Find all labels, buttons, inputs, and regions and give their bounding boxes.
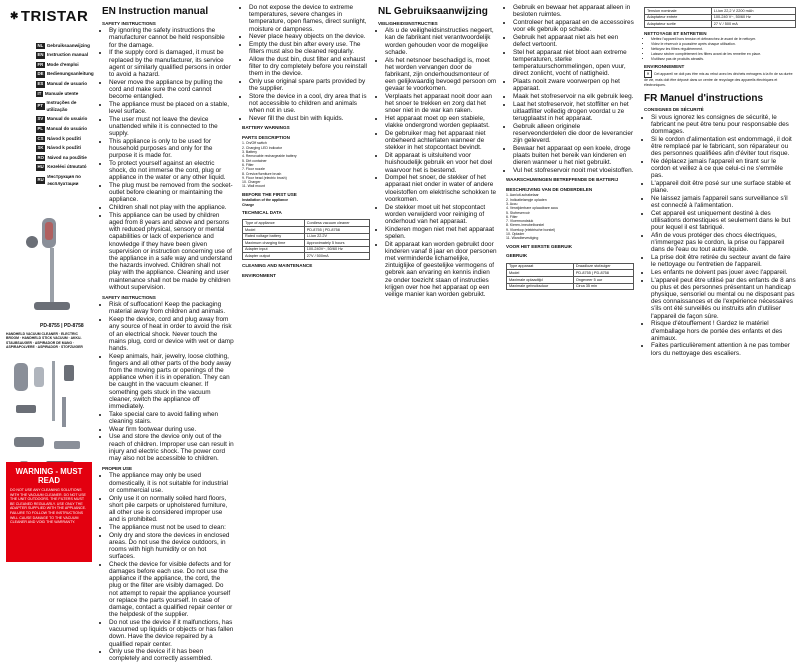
en-safety-list-2	[102, 301, 234, 462]
list-item: • The appliance may only be used domestically, it is not suitable for industrial or commercial use.	[109, 472, 234, 494]
list-item: • Si vous ignorez les consignes de sécurité, le fabricant ne peut être tenu pour responsable des dommages.	[651, 114, 796, 136]
list-item: • This appliance can be used by children aged from 8 years and above and persons with reduced physical, sensory or mental capabilities or lack of experience and knowledge if they have been given supervision or instruction concerning use of the appliance in a safe way and understand the hazards involved. Children shall not play with the appliance. Cleaning and user maintenance shall not be made by children without supervision.	[109, 212, 234, 291]
en-column-2	[238, 0, 374, 575]
table-cell: Maximum charging time	[243, 240, 305, 247]
language-item	[36, 126, 90, 133]
list-item: • Mettez l'appareil hors tension et débranchez-le avant de le nettoyer.	[651, 37, 796, 41]
table-cell: Approximately 5 hours	[304, 240, 369, 247]
language-item	[36, 81, 90, 88]
list-item: • Dit apparaat is uitsluitend voor huishoudelijk gebruik en voor het doel waarvoor het is bestemd.	[385, 152, 498, 174]
list-item: • The appliance must be placed on a stable, level surface.	[109, 101, 234, 115]
table-cell: Type apparaat	[507, 263, 574, 270]
table-cell: 100-240 V~, 50/60 Hz	[711, 14, 795, 21]
list-item: • The appliance must not be used to clean:	[109, 524, 234, 531]
list-item: 10. Oplader	[506, 232, 525, 237]
list-item: • Do not expose the device to extreme temperatures, severe changes in temperature, open flames, direct sunlight, moisture or dampness.	[249, 4, 370, 33]
language-label: Návod k použití	[46, 145, 81, 151]
list-item: 11. Wandbevestiging	[506, 236, 539, 241]
list-item: 8. Kieren-/meubelborstel	[506, 223, 545, 228]
fr-env-heading: ENVIRONNEMENT	[644, 63, 685, 69]
list-item: 9. Vloerkop (elektrische borstel)	[506, 227, 556, 232]
list-item: • Only use it on normally soiled hard floors, short pile carpets or upholstered furniture, all other use is considered improper use and is prohibited.	[109, 495, 234, 524]
language-label: Instruções de utilização	[46, 100, 77, 112]
language-item	[36, 91, 90, 98]
table-row	[243, 233, 370, 240]
warning-body: DO NOT USE ANY CLEANING SOLUTIONS WITH THE VACUUM CLEANER. DO NOT USE THE UNIT OUTDOORS. THE FILTERS MUST BE CLEANED REGULARLY. USE ONLY THE ADAPTER SUPPLIED WITH THE APPLIANCE. FAILURE TO FOLLOW THE INSTRUCTIONS WILL CAUSE DAMAGE TO THE VACUUM CLEANER AND VOID THE WARRANTY.	[10, 488, 87, 525]
table-row	[507, 270, 634, 277]
language-code: SK	[37, 145, 44, 151]
table-cell: Tension nominale	[645, 8, 712, 15]
nl-battery-heading: WAARSCHUWINGEN BETREFFENDE DE BATTERIJ	[506, 177, 619, 183]
language-item	[36, 52, 90, 59]
table-cell: Draadloze stofzuiger	[573, 263, 633, 270]
list-item: 5. Stofreservoir	[506, 210, 530, 215]
list-item: • Si le cordon d'alimentation est endommagé, il doit être remplacé par le fabricant, son réparateur ou des personnes qualifiées afin d'éviter tout risque.	[651, 136, 796, 158]
list-item: 6. Filter	[506, 214, 518, 219]
table-cell: Li-ion 22.2V	[304, 233, 369, 240]
list-item: • Als u de veiligheidsinstructies negeert, kan de fabrikant niet verantwoordelijk worden gehouden voor de mogelijke schade.	[385, 27, 498, 56]
list-item: • Controleer het apparaat en de accessoires voor elk gebruik op schade.	[513, 19, 634, 33]
list-item: • Bewaar het apparaat op een koele, droge plaats buiten het bereik van kinderen en dieren wanneer u het niet gebruikt.	[513, 145, 634, 167]
language-label: Manuale utente	[44, 90, 79, 96]
list-item: • N'utilisez pas de produits abrasifs.	[651, 57, 796, 61]
list-item: 8. Crevice/furniture brush	[242, 171, 282, 176]
table-row	[243, 253, 370, 260]
language-label: Návod k použití	[46, 135, 81, 141]
table-cell: Adaptateur sortie	[645, 21, 712, 28]
list-item: 4. Removable rechargeable battery	[242, 154, 297, 159]
nl-column-2	[502, 0, 638, 575]
vacuum-product-image	[12, 214, 92, 314]
language-code: HU	[37, 164, 44, 170]
list-item: • Gebruik en bewaar het apparaat alleen in besloten ruimtes.	[513, 4, 634, 18]
list-item: • Wear firm footwear during use.	[109, 426, 234, 433]
language-code: NL	[37, 42, 44, 48]
en2-list	[242, 4, 370, 122]
list-item: • To protect yourself against an electric shock, do not immerse the cord, plug or appliance in the water or any other liquid.	[109, 160, 234, 182]
language-label: Návod na použitie	[47, 154, 87, 160]
language-label: Bedienungsanleitung	[46, 71, 94, 77]
nl-usage-heading: GEBRUIK	[506, 253, 528, 259]
fr-env-text	[644, 70, 796, 87]
list-item: • By ignoring the safety instructions the manufacturer cannot be held responsible for the damage.	[109, 27, 234, 49]
language-code: RO	[37, 154, 44, 160]
language-code: SV	[37, 116, 44, 122]
en-charge-heading: Charge	[242, 202, 255, 207]
list-item: • Take special care to avoid falling when cleaning stairs.	[109, 411, 234, 425]
list-item: • This appliance is only to be used for household purposes and only for the purpose it is made for.	[109, 138, 234, 160]
language-code: PT	[37, 103, 43, 109]
language-label: Mode d'emploi	[46, 61, 79, 67]
language-code: CS	[37, 135, 44, 141]
en-appliance-heading: SAFETY INSTRUCTIONS	[102, 295, 156, 301]
table-cell: 27V / 500mA	[304, 253, 369, 260]
en-proper-use-list	[102, 472, 234, 662]
table-cell: Li-ion 22,2 V 2200 mAh	[711, 8, 795, 15]
table-cell: Model	[507, 270, 574, 277]
list-item: • Empty the dust bin after every use. The filters must also be cleaned regularly.	[249, 41, 370, 55]
list-item: • Risque d'étouffement ! Gardez le matériel d'emballage hors de portée des enfants et des animaux.	[651, 320, 796, 342]
language-code: IT	[37, 90, 42, 96]
list-item: • Ne déplacez jamais l'appareil en tirant sur le cordon et veillez à ce que celui-ci ne s'emmêle pas.	[651, 158, 796, 180]
fr-safety-list	[644, 114, 796, 357]
recycle-bin-icon: ✕	[644, 70, 652, 78]
nl-safety-list	[378, 27, 498, 298]
list-item: • La prise doit être retirée du secteur avant de faire le nettoyage ou l'entretien de l'appareil.	[651, 254, 796, 268]
en-safety-heading: SAFETY INSTRUCTIONS	[102, 21, 156, 26]
table-cell: PD-8755 | PD-8758	[304, 227, 369, 234]
nl-safety-heading: VEILIGHEIDSINSTRUCTIES	[378, 21, 438, 26]
nl-first-use-heading: VOOR HET EERSTE GEBRUIK	[506, 243, 573, 249]
table-cell: 27 V / 500 mA	[711, 21, 795, 28]
language-label: Kezelési útmutató	[47, 164, 87, 170]
list-item: • De stekker moet uit het stopcontact worden verwijderd voor reiniging of onderhoud van het apparaat.	[385, 204, 498, 226]
list-item: • Check the device for visible defects and for damages before each use. Do not use the appliance if the appliance, the cord, the plug or the filter are visibly damaged. Do not attempt to repair the appliance yourself or replace the parts yourself. In case of damage, contact a qualified repair center or the helpdesk of the supplier.	[109, 561, 234, 619]
table-cell: Rated voltage battery	[243, 233, 305, 240]
en-parts-heading: PARTS DESCRIPTION	[242, 134, 290, 140]
list-item: 1. On/Off switch	[242, 141, 267, 146]
fr-env-body: Cet appareil ne doit pas être mis au rebut avec les déchets ménagers à la fin de sa durée de vie, mais doit être déposé dans un centre de recyclage des appareils électriques et électroniques.	[644, 72, 793, 87]
language-code: FR	[37, 61, 44, 67]
list-item: • Faites particulièrement attention à ne pas tomber lors du nettoyage des escaliers.	[651, 342, 796, 356]
list-item: 1. Aan/uit-schakelaar	[506, 193, 539, 198]
nl-parts-heading: BESCHRIJVING VAN DE ONDERDELEN	[506, 186, 593, 192]
language-item	[36, 43, 90, 50]
language-code: EN	[37, 52, 44, 58]
list-item: • Nettoyez les filtres régulièrement.	[651, 47, 796, 51]
language-item	[36, 155, 90, 162]
en-tech-heading: TECHNICAL DATA	[242, 209, 282, 215]
table-row	[243, 240, 370, 247]
list-item: • Only dry and store the devices in enclosed areas. Do not use the device outdoors, in rooms with high humidity or on hot surfaces.	[109, 532, 234, 561]
table-cell: Maximale oplaadtijd	[507, 277, 574, 284]
list-item: • Cet appareil est uniquement destiné à des utilisations domestiques et seulement dans le but pour lequel il est fabriqué.	[651, 210, 796, 232]
brand-logo	[10, 8, 90, 25]
nl-column-1	[374, 0, 502, 575]
table-row	[243, 227, 370, 234]
list-item: • Het apparaat moet op een stabiele, vlakke ondergrond worden geplaatst.	[385, 115, 498, 129]
list-item: 11. Wall mount	[242, 184, 265, 189]
en-battery-heading: BATTERY WARNINGS	[242, 125, 290, 131]
list-item: • Gebruik alleen originele reserveonderdelen die door de leverancier zijn geleverd.	[513, 123, 634, 145]
fr-tech-table	[644, 7, 796, 28]
list-item: • Verplaats het apparaat nooit door aan het snoer te trekken en zorg dat het snoer niet in de war kan raken.	[385, 93, 498, 115]
list-item: • Keep animals, hair, jewelry, loose clothing, fingers and all other parts of the body away from the moving parts or openings of the appliance when it is in operation. They can be caught in the vacuum cleaner. If something gets stuck in the vacuum cleaner, switch the appliance off immediately.	[109, 353, 234, 411]
en-proper-use-heading: PROPER USE	[102, 466, 133, 472]
list-item: 10. Charger	[242, 180, 261, 185]
list-item: • Vul het stofreservoir nooit met vloeistoffen.	[513, 167, 634, 174]
list-item: 7. Floor nozzle	[242, 167, 265, 172]
fr-clean-list	[644, 37, 796, 60]
list-item: • Use and store the device only out of the reach of children. Improper use can result in injury and electric shock. The power cord may also not be accessible to children.	[109, 433, 234, 462]
list-item: • The plug must be removed from the socket-outlet before cleaning or maintaining the appliance.	[109, 182, 234, 204]
language-item	[36, 116, 90, 123]
table-row	[507, 283, 634, 290]
nl-title: NL Gebruiksaanwijzing	[378, 6, 488, 17]
brand-name: TRISTAR	[20, 8, 89, 25]
en-title: EN Instruction manual	[102, 6, 209, 17]
list-item: • Never fill the dust bin with liquids.	[249, 115, 370, 122]
list-item: • Maak het stofreservoir na elk gebruik leeg.	[513, 93, 634, 100]
table-cell: Ongeveer 5 uur	[573, 277, 633, 284]
table-cell: Model	[243, 227, 305, 234]
en-install-heading: Installation of the appliance	[242, 198, 289, 203]
list-item: • Kinderen mogen niet met het apparaat spelen.	[385, 226, 498, 240]
list-item: 2. Charging LED indicator	[242, 145, 283, 150]
list-item: • Plaats nooit zware voorwerpen op het apparaat.	[513, 78, 634, 92]
model-number: PD-8755 | PD-8758	[40, 322, 84, 329]
en-parts-list	[242, 141, 370, 188]
en-env-heading: ENVIRONMENT	[242, 272, 276, 278]
en-first-use-heading: BEFORE THE FIRST USE	[242, 191, 297, 197]
language-label: Gebruiksaanwijzing	[46, 42, 90, 48]
en-safety-list	[102, 27, 234, 291]
language-code: DE	[37, 71, 44, 77]
language-code: RU	[37, 177, 44, 183]
warning-box	[6, 462, 92, 562]
language-label: Manual do usuário	[46, 125, 88, 131]
list-item: 4. Verwijderbare oplaadbare accu	[506, 206, 559, 211]
table-cell: Circa 35 min	[573, 283, 633, 290]
nl-tech-table	[506, 263, 634, 290]
list-item: • Laissez sécher complètement les filtres avant de les remettre en place.	[651, 52, 796, 56]
list-item: • Only use original spare parts provided by the supplier.	[249, 78, 370, 92]
list-item: • Videz le réservoir à poussière après chaque utilisation.	[651, 42, 796, 46]
list-item: • L'appareil peut être utilisé par des enfants de 8 ans ou plus et des personnes présentant un handicap physique, sensoriel ou mental ou ne disposant pas des connaissances et de l'expérience nécessaires s'ils ont été surveillés ou instruits afin d'utiliser l'appareil de façon sûre.	[651, 277, 796, 320]
language-label: Manual de usuario	[46, 80, 88, 86]
table-cell: Adapter output	[243, 253, 305, 260]
table-cell: Cordless vacuum cleaner	[304, 220, 369, 227]
list-item: • De gebruiker mag het apparaat niet onbeheerd achterlaten wanneer de stekker in het stopcontact bevindt.	[385, 130, 498, 152]
language-item	[36, 136, 90, 143]
nl2-list	[506, 4, 634, 174]
language-label: Instruction manual	[46, 52, 89, 58]
list-item: 7. Vloermondstuk	[506, 219, 534, 224]
list-item: 2. Indicatielampje opladen	[506, 197, 547, 202]
list-item: • Only use the device if it has been completely and correctly assembled.	[109, 648, 234, 662]
fr-safety-heading: CONSIGNES DE SÉCURITÉ	[644, 107, 704, 113]
list-item: 3. Battery	[242, 150, 257, 155]
list-item: • Store the device in a cool, dry area that is not accessible to children and animals when not in use.	[249, 93, 370, 115]
list-item: 9. Floor head (electric brush)	[242, 175, 287, 180]
en-column-1	[98, 0, 238, 663]
list-item: • Never move the appliance by pulling the cord and make sure the cord cannot become entangled.	[109, 79, 234, 101]
list-item: • Gebruik het apparaat niet als het een defect vertoont.	[513, 34, 634, 48]
language-item	[36, 62, 90, 69]
fr-title: FR Manuel d'instructions	[644, 93, 764, 105]
language-code: ES	[37, 80, 44, 86]
table-row	[507, 263, 634, 270]
table-row	[507, 277, 634, 284]
language-item	[36, 100, 90, 113]
language-item	[36, 164, 90, 171]
list-item: 3. Accu	[506, 201, 518, 206]
list-item: 6. Filter	[242, 162, 254, 167]
list-item: • L'appareil doit être posé sur une surface stable et plane.	[651, 180, 796, 194]
list-item: • Dit apparaat kan worden gebruikt door kinderen vanaf 8 jaar en door personen met verminderde lichamelijke, zintuiglijke of geestelijke vermogens of gebrek aan ervaring en kennis indien ze onder toezicht staan of instructies krijgen over hoe het apparaat op een veilige manier kan worden gebruikt.	[385, 241, 498, 299]
table-row	[243, 220, 370, 227]
fr-column	[638, 0, 802, 575]
list-item: • Afin de vous protéger des chocs électriques, n'immergez pas le cordon, la prise ou l'appareil dans de l'eau ou tout autre liquide.	[651, 232, 796, 254]
nl-parts-list	[506, 193, 634, 240]
language-list	[36, 42, 94, 188]
table-cell: Adaptateur entrée	[645, 14, 712, 21]
en-clean-heading: CLEANING AND MAINTENANCE	[242, 263, 313, 269]
list-item: • Keep the device, cord and plug away from any source of heat in order to avoid the risk of an electrical shock. Never touch the mains plug, cord or device with wet or damp hands.	[109, 316, 234, 352]
list-item: • Laat het stofreservoir, het stoffilter en het uitlaatfilter volledig drogen voordat u ze terugplaatst in het apparaat.	[513, 101, 634, 123]
list-item: • The user must not leave the device unattended while it is connected to the supply.	[109, 116, 234, 138]
table-cell: 100-240V~, 50/60 Hz	[304, 246, 369, 253]
list-item: • Never place heavy objects on the device.	[249, 33, 370, 40]
list-item: • If the supply cord is damaged, it must be replaced by the manufacturer, its service agent or similarly qualified persons in order to avoid a hazard.	[109, 49, 234, 78]
table-cell: Type of appliance	[243, 220, 305, 227]
list-item: • Dompel het snoer, de stekker of het apparaat niet onder in water of andere vloeistoffen om elektrische schokken te voorkomen.	[385, 174, 498, 203]
table-row	[645, 21, 796, 28]
table-cell: Maximale gebruiksduur	[507, 283, 574, 290]
table-cell: Adapter input	[243, 246, 305, 253]
language-item	[36, 145, 90, 152]
fr-clean-heading: NETTOYAGE ET ENTRETIEN	[644, 30, 707, 36]
table-row	[243, 246, 370, 253]
language-code: PL	[37, 125, 43, 131]
language-item	[36, 174, 90, 187]
list-item: • Allow the dust bin, dust filter and exhaust filter to dry completely before you reinstall them in the device.	[249, 56, 370, 78]
list-item: • Als het netsnoer beschadigd is, moet het worden vervangen door de fabrikant, zijn onderhoudsmonteur of een gelijkwaardig bevoegd persoon om gevaar te voorkomen.	[385, 57, 498, 93]
table-cell: PD-8755 | PD-8758	[573, 270, 633, 277]
list-item: • Les enfants ne doivent pas jouer avec l'appareil.	[651, 269, 796, 276]
language-label: Инструкция по эксплуатации	[47, 173, 81, 186]
list-item: • Stel het apparaat niet bloot aan extreme temperaturen, sterke temperatuurschommelingen, open vuur, direct zonlicht, vocht of nattigheid.	[513, 49, 634, 78]
list-item: • Children shall not play with the appliance.	[109, 204, 234, 211]
star-logo-icon: ✱	[10, 11, 19, 22]
list-item: • Risk of suffocation! Keep the packaging material away from children and animals.	[109, 301, 234, 315]
warning-title: WARNING - MUST READ	[15, 467, 83, 485]
en-tech-table	[242, 219, 370, 260]
list-item: 5. Dirt container	[242, 158, 267, 163]
table-row	[645, 14, 796, 21]
cover-smallprint: HANDHELD VACUUM CLEANER · ELECTRIC BROOM · HANDHELD STICK VACUUM · AKKU-STAUBSAUGER · ASPIRADOR DE MANO · ASPIRAPOLVERE · ASPIRADOR · STOFZUIGER	[6, 332, 83, 349]
table-row	[645, 8, 796, 15]
language-label: Manual do usuário	[46, 116, 88, 122]
list-item: • Do not use the device if it malfunctions, has vacuumed up liquids or objects or has fallen down. Have the device repaired by a qualified repair center.	[109, 619, 234, 648]
language-item	[36, 71, 94, 78]
list-item: • Ne laissez jamais l'appareil sans surveillance s'il est connecté à l'alimentation.	[651, 195, 796, 209]
